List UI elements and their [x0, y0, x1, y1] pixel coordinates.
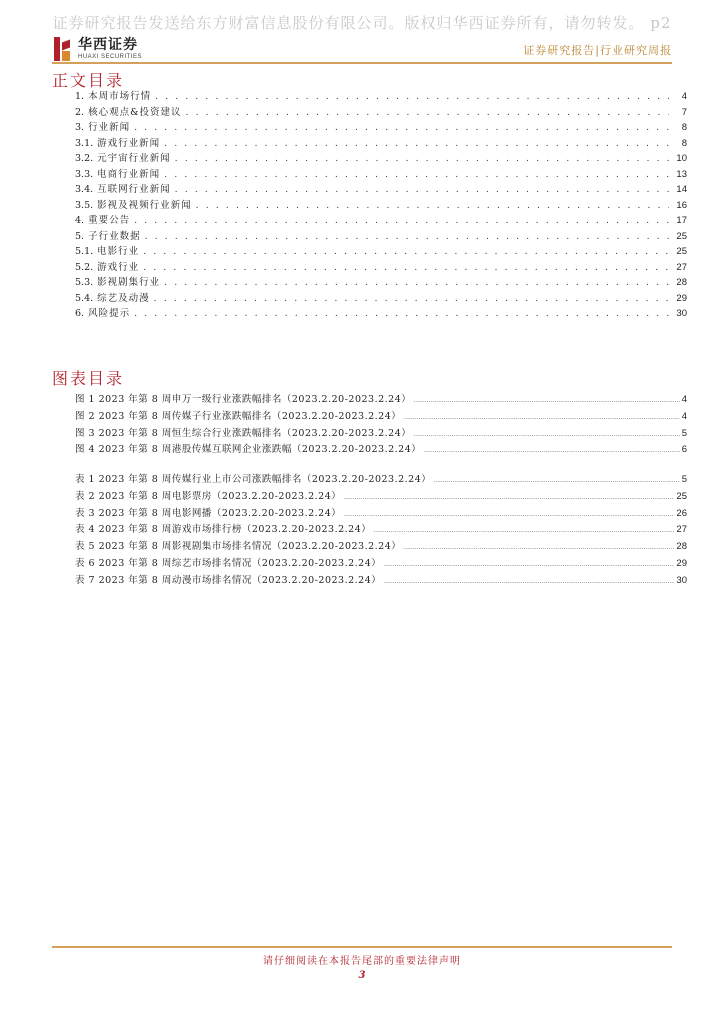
dot-leader: [433, 477, 679, 484]
toc-entry-number: 3.1.: [75, 137, 94, 149]
figure-entry-label: 图 1 2023 年第 8 周申万一级行业涨跌幅排名（2023.2.20-2023.2.24）: [75, 394, 412, 405]
toc-dot-leader: [196, 200, 669, 211]
toc-entry-page: 4: [681, 91, 687, 102]
toc-dot-leader: [154, 293, 669, 304]
toc-entry-number: 4.: [75, 215, 85, 226]
toc-entry-number: 5.3.: [75, 277, 94, 288]
toc-entry-number: 5.4.: [75, 292, 94, 304]
toc-entry-page: 29: [676, 292, 687, 304]
toc-entry[interactable]: [75, 212, 687, 228]
table-entry-label: 表 6 2023 年第 8 周综艺市场排名情况（2023.2.20-2023.2.24）: [75, 557, 382, 569]
toc-dot-leader: [155, 91, 669, 102]
table-entry-page: 5: [681, 474, 687, 485]
toc-entry-number: 1.: [75, 91, 85, 102]
table-entry[interactable]: [75, 521, 687, 538]
toc-entry-number: 3.: [75, 122, 85, 133]
toc-entry-label: 游戏行业: [97, 261, 140, 273]
table-entry-label: 表 3 2023 年第 8 周电影网播（2023.2.20-2023.2.24）: [75, 507, 342, 519]
toc-entry-page: 30: [676, 308, 687, 319]
dot-leader: [383, 578, 674, 585]
toc-entry-page: 8: [681, 122, 687, 133]
figures-title: 图表目录: [52, 369, 125, 388]
table-entry-page: 27: [676, 524, 687, 536]
toc-entry-number: 6.: [75, 308, 85, 319]
toc-entry[interactable]: [75, 104, 687, 120]
toc-entry-page: 27: [676, 261, 687, 273]
toc-dot-leader: [186, 107, 669, 118]
dot-leader: [373, 527, 674, 534]
table-entry-page: 30: [676, 574, 687, 586]
legal-notice: 请仔细阅读在本报告尾部的重要法律声明: [263, 956, 461, 967]
toc-title: 正文目录: [52, 71, 125, 90]
dot-leader: [403, 414, 679, 421]
toc-entry[interactable]: [75, 290, 687, 306]
logo-cn-text: 华西证券: [78, 37, 138, 53]
toc-entry[interactable]: [75, 243, 687, 259]
table-entry-label: 表 7 2023 年第 8 周动漫市场排名情况（2023.2.20-2023.2.24）: [75, 574, 382, 586]
figure-entry-page: 6: [681, 444, 687, 456]
toc-entry[interactable]: [75, 228, 687, 244]
toc-entry-number: 3.4.: [75, 184, 94, 195]
figure-entry[interactable]: [75, 441, 687, 458]
toc-dot-leader: [164, 169, 669, 180]
table-entry[interactable]: [75, 505, 687, 522]
toc-dot-leader: [164, 138, 669, 149]
table-entry[interactable]: [75, 555, 687, 572]
toc-entry[interactable]: [75, 150, 687, 166]
toc-entry-number: 3.3.: [75, 168, 94, 180]
table-entry[interactable]: [75, 572, 687, 589]
table-entry[interactable]: [75, 538, 687, 555]
toc-entry-page: 25: [676, 246, 687, 257]
toc-entry-page: 25: [676, 230, 687, 242]
toc-entry-page: 8: [681, 137, 687, 149]
figure-list: [75, 391, 687, 458]
table-list: [75, 471, 687, 589]
toc-entry[interactable]: [75, 197, 687, 213]
dot-leader: [343, 511, 674, 518]
toc-entry[interactable]: [75, 166, 687, 182]
toc-entry-page: 17: [676, 215, 687, 226]
toc-dot-leader: [175, 184, 669, 195]
table-entry-page: 29: [676, 557, 687, 569]
toc-dot-leader: [164, 277, 669, 288]
figure-entry-label: 图 3 2023 年第 8 周恒生综合行业涨跌幅排名（2023.2.20-2023.2.24）: [75, 427, 412, 439]
toc-entry-number: 5.: [75, 230, 85, 242]
dot-leader: [413, 397, 679, 404]
toc-entry-number: 5.2.: [75, 261, 94, 273]
huaxi-logo-icon: [52, 37, 72, 61]
toc-entry-number: 3.5.: [75, 199, 94, 211]
toc-entry-page: 7: [681, 106, 687, 118]
dot-leader: [343, 494, 674, 501]
toc-entry-number: 3.2.: [75, 153, 94, 164]
dot-leader: [413, 431, 679, 438]
figure-entry[interactable]: [75, 425, 687, 442]
table-entry-label: 表 1 2023 年第 8 周传媒行业上市公司涨跌幅排名（2023.2.20-2023.2.24）: [75, 474, 432, 485]
table-entry-page: 26: [676, 507, 687, 519]
figure-entry-page: 5: [681, 427, 687, 439]
toc-dot-leader: [134, 122, 669, 133]
toc-entry[interactable]: [75, 274, 687, 290]
table-entry-page: 25: [676, 490, 687, 502]
toc-entry-label: 行业新闻: [88, 122, 131, 133]
toc-entry-label: 元宇宙行业新闻: [97, 153, 171, 164]
toc-entry-label: 本周市场行情: [88, 91, 152, 102]
figure-entry-label: 图 2 2023 年第 8 周传媒子行业涨跌幅排名（2023.2.20-2023.2.24）: [75, 410, 402, 422]
toc-entry-page: 16: [676, 199, 687, 211]
figure-entry[interactable]: [75, 408, 687, 425]
toc-entry-number: 5.1.: [75, 246, 94, 257]
toc-entry-label: 影视剧集行业: [97, 277, 161, 288]
toc-dot-leader: [143, 262, 669, 273]
toc-entry-label: 电商行业新闻: [97, 168, 161, 180]
watermark: 证券研究报告发送给东方财富信息股份有限公司。版权归华西证券所有，请勿转发。 p2: [52, 14, 672, 32]
page-number: 3: [358, 970, 366, 981]
toc-entry-page: 13: [676, 168, 687, 180]
dot-leader: [383, 561, 674, 568]
toc-entry[interactable]: [75, 119, 687, 135]
toc-entry-page: 28: [676, 277, 687, 288]
toc-entry[interactable]: [75, 305, 687, 321]
toc-entry-label: 电影行业: [97, 246, 140, 257]
toc-entry[interactable]: [75, 88, 687, 104]
table-entry-label: 表 5 2023 年第 8 周影视剧集市场排名情况（2023.2.20-2023.2.24）: [75, 541, 402, 553]
toc-dot-leader: [134, 215, 669, 226]
toc-entry-page: 14: [676, 184, 687, 195]
table-entry[interactable]: [75, 488, 687, 505]
report-type-label: 证券研究报告|行业研究周报: [523, 44, 672, 57]
toc-entry[interactable]: [75, 181, 687, 197]
toc-entry[interactable]: [75, 135, 687, 151]
toc-entry-label: 核心观点&投资建议: [88, 106, 182, 118]
toc-dot-leader: [134, 308, 669, 319]
toc-entry-label: 互联网行业新闻: [97, 184, 171, 195]
figure-entry-label: 图 4 2023 年第 8 周港股传媒互联网企业涨跌幅（2023.2.20-2023.2.24）: [75, 444, 422, 456]
dot-leader: [403, 544, 674, 551]
logo-en-text: HUAXI SECURITIES: [78, 54, 143, 60]
dot-leader: [423, 447, 679, 454]
toc-entry-label: 综艺及动漫: [97, 292, 150, 304]
toc-entry-label: 重要公告: [88, 215, 131, 226]
table-entry[interactable]: [75, 471, 687, 488]
table-of-contents: [75, 88, 687, 321]
table-entry-label: 表 2 2023 年第 8 周电影票房（2023.2.20-2023.2.24）: [75, 490, 342, 502]
figure-entry[interactable]: [75, 391, 687, 408]
toc-entry-page: 10: [676, 153, 687, 164]
footer-divider: [52, 946, 672, 948]
toc-dot-leader: [175, 153, 669, 164]
toc-dot-leader: [143, 246, 669, 257]
header-divider: [52, 62, 672, 64]
figure-entry-page: 4: [681, 394, 687, 405]
toc-entry-label: 风险提示: [88, 308, 131, 319]
company-logo: [52, 36, 142, 62]
toc-dot-leader: [145, 231, 669, 242]
figure-entry-page: 4: [681, 410, 687, 422]
table-entry-label: 表 4 2023 年第 8 周游戏市场排行榜（2023.2.20-2023.2.24）: [75, 524, 372, 536]
toc-entry-label: 影视及视频行业新闻: [97, 199, 192, 211]
toc-entry-label: 游戏行业新闻: [97, 137, 161, 149]
toc-entry-number: 2.: [75, 106, 85, 118]
toc-entry[interactable]: [75, 259, 687, 275]
table-entry-page: 28: [676, 541, 687, 553]
toc-entry-label: 子行业数据: [88, 230, 141, 242]
